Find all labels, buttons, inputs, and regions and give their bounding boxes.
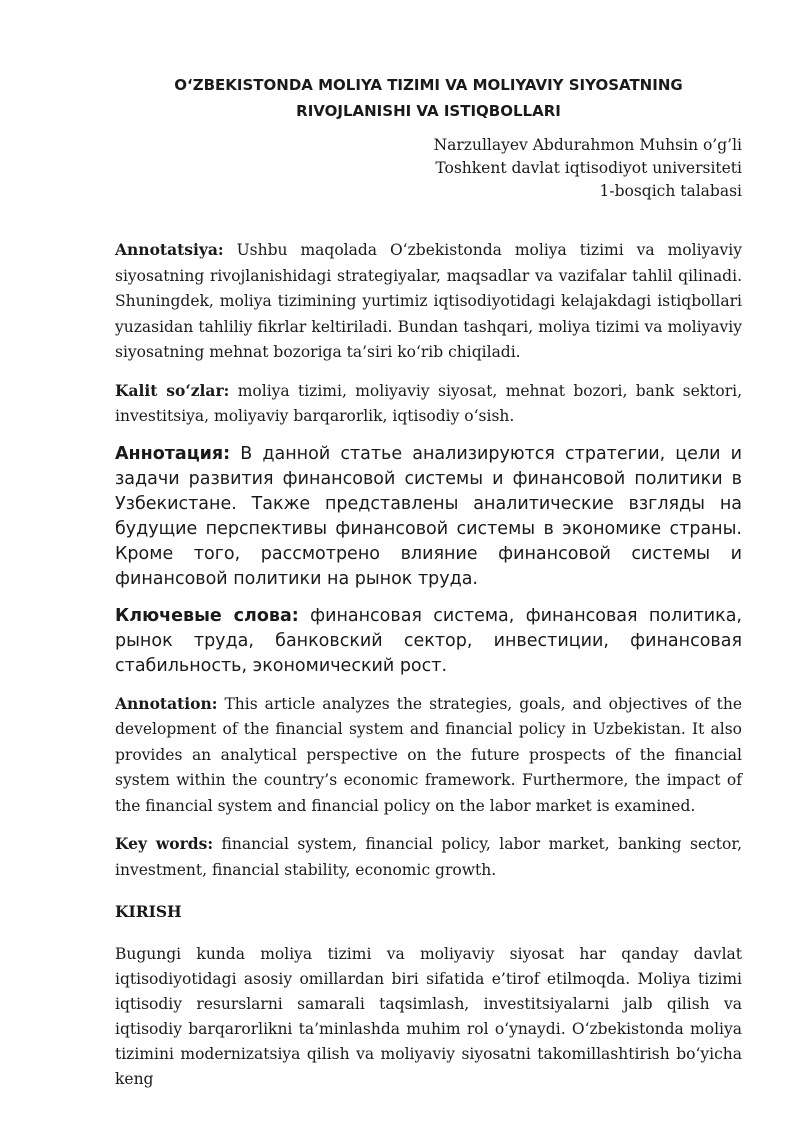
abstract-en bbox=[115, 691, 742, 820]
section-body: Bugungi kunda moliya tizimi va moliyaviy siyosat har qanday davlat iqtisodiyotidagi asosiy omillardan biri sifatida e’tirof etilmoqda. Moliya tizimi iqtisodiy resurslarni samarali taqsimlash, investitsiyalarni jalb qilish va iqtisodiy barqarorlikni ta’minlashda muhim rol o‘ynaydi. O‘zbekistonda moliya tizimini modernizatsiya qilish va moliyaviy siyosatni takomillashtirish bo‘yicha keng bbox=[115, 945, 742, 1088]
abstract-uz-label: Annotatsiya: bbox=[115, 240, 224, 259]
keywords-uz bbox=[115, 378, 742, 430]
abstract-ru-label: Аннотация: bbox=[115, 443, 231, 464]
abstract-ru-text: В данной статье анализируются стратегии, цели и задачи развития финансовой системы и финансовой политики в Узбекистане. Также представлены аналитические взгляды на будущие перспективы финансовой системы в экономике страны. Кроме того, рассмотрено влияние финансовой системы и финансовой политики на рынок труда. bbox=[115, 443, 742, 589]
keywords-en-text: financial system, financial policy, labor market, banking sector, investment, financial stability, economic growth. bbox=[115, 835, 742, 879]
author-status: 1-bosqich talabasi bbox=[599, 182, 742, 200]
abstract-uz bbox=[115, 237, 742, 366]
keywords-en bbox=[115, 831, 742, 883]
keywords-ru-label: Ключевые слова: bbox=[115, 605, 299, 626]
title-line-1: O‘ZBEKISTONDA MOLIYA TIZIMI VA MOLIYAVIY SIYOSATNING bbox=[174, 76, 683, 94]
abstract-ru bbox=[115, 442, 742, 592]
keywords-ru bbox=[115, 604, 742, 679]
paper-title bbox=[115, 72, 742, 124]
title-line-2: RIVOJLANISHI VA ISTIQBOLLARI bbox=[296, 102, 561, 120]
keywords-uz-label: Kalit so‘zlar: bbox=[115, 380, 230, 400]
abstract-en-label: Annotation: bbox=[115, 693, 218, 713]
author-name: Narzullayev Abdurahmon Muhsin o’g’li bbox=[433, 136, 742, 154]
abstract-en-text: This article analyzes the strategies, goals, and objectives of the development of the financial system and financial policy in Uzbekistan. It also provides an analytical perspective on the future prospects of the financial system within the country’s economic framework. Furthermore, the impact of the financial system and financial policy on the labor market is examined. bbox=[115, 694, 742, 815]
section-heading: KIRISH bbox=[115, 902, 182, 921]
author-block bbox=[115, 134, 742, 203]
author-university: Toshkent davlat iqtisodiyot universiteti bbox=[435, 159, 742, 177]
keywords-ru-text: финансовая система, финансовая политика, рынок труда, банковский сектор, инвестиции, финансовая стабильность, экономический рост. bbox=[115, 605, 742, 676]
keywords-en-label: Key words: bbox=[115, 834, 214, 853]
abstract-uz-text: Ushbu maqolada O‘zbekistonda moliya tizimi va moliyaviy siyosatning rivojlanishidagi strategiyalar, maqsadlar va vazifalar tahlil qilinadi. Shuningdek, moliya tizimining yurtimiz iqtisodiyotidagi kelajakdagi istiqbollari yuzasidan tahliliy fikrlar keltiriladi. Bundan tashqari, moliya tizimi va moliyaviy siyosatning mehnat bozoriga ta’siri ko‘rib chiqiladi. bbox=[115, 241, 742, 361]
keywords-uz-text: moliya tizimi, moliyaviy siyosat, mehnat bozori, bank sektori, investitsiya, moliyaviy barqarorlik, iqtisodiy o‘sish. bbox=[115, 381, 742, 425]
